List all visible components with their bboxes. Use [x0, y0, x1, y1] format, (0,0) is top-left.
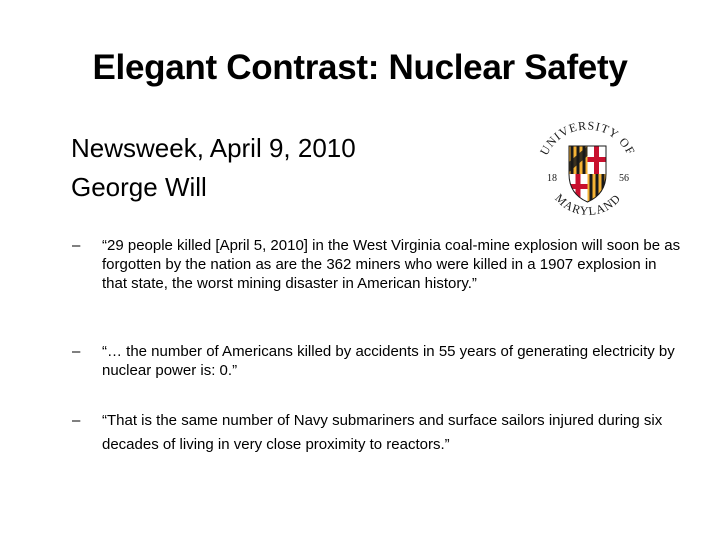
- maryland-flag-shield: [569, 146, 606, 204]
- bullet-dash: –: [72, 237, 81, 254]
- seal-year-right: 56: [619, 173, 629, 184]
- quote-text: “That is the same number of Navy submariners and surface sailors injured during six decades of living in very close proximity to reactors.”: [102, 412, 663, 453]
- bullet-dash: –: [72, 412, 81, 429]
- slide-title: Elegant Contrast: Nuclear Safety: [92, 48, 628, 87]
- bullet-dash: –: [72, 343, 81, 360]
- seal-arc-text-bottom: MARYLAND: [552, 190, 624, 219]
- quote-bullet-navy-sailors: [72, 409, 682, 457]
- university-of-maryland-seal-icon: [525, 112, 650, 237]
- quote-text: “… the number of Americans killed by accidents in 55 years of generating electricity by nuclear power is: 0.”: [102, 343, 675, 379]
- seal-arc-text-top: UNIVERSITY OF: [536, 118, 639, 158]
- seal-year-left: 18: [547, 173, 557, 184]
- source-author: George Will: [71, 172, 207, 202]
- quote-bullet-coal-mine: [72, 236, 682, 293]
- quote-bullet-nuclear-deaths: [72, 342, 682, 380]
- source-publication: Newsweek, April 9, 2010: [71, 133, 356, 163]
- quote-text: “29 people killed [April 5, 2010] in the West Virginia coal-mine explosion will soon be as forgotten by the nation as are the 362 miners who were killed in a 1907 explosion in that state, the worst mining disaster in American history.”: [102, 237, 681, 292]
